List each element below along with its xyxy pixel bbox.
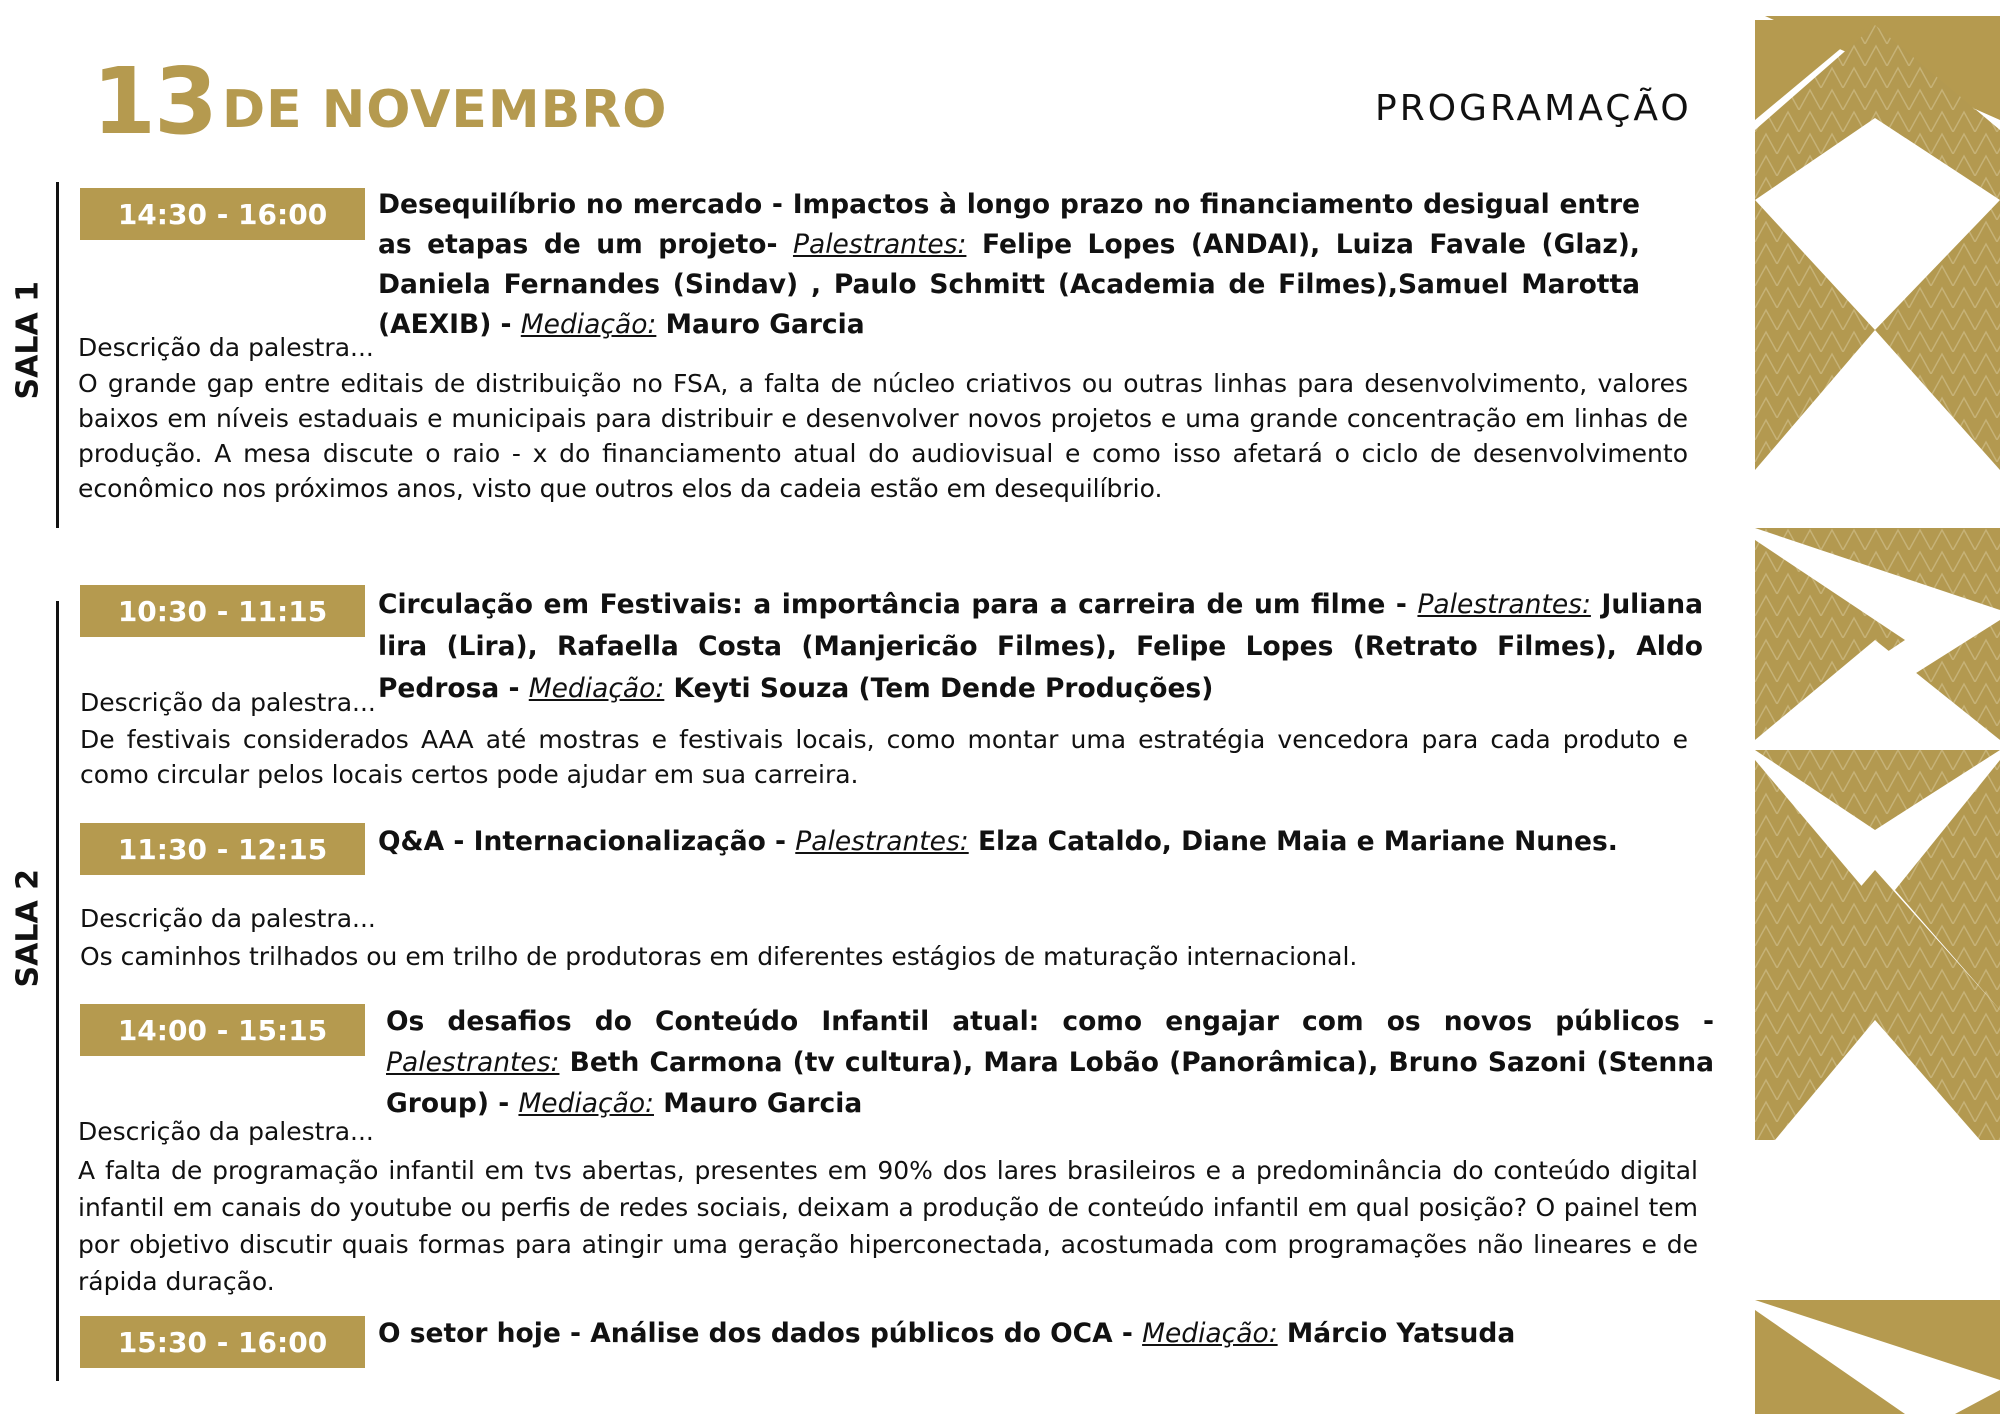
sala1-label: SALA 1: [10, 281, 46, 400]
speakers-text: Beth Carmona (tv cultura), Mara Lobão (Panorâmica), Bruno Sazoni (Stenna Group) -: [386, 1047, 1715, 1119]
sala2-time-badge-3: 14:00 - 15:15: [80, 1004, 365, 1056]
speakers-text: Felipe Lopes (ANDAI), Luiza Favale (Glaz), Daniela Fernandes (Sindav) , Paulo Schmitt (Academia de Filmes),Samuel Marotta (AEXIB) -: [378, 229, 1640, 340]
sala1-desc-label: Descrição da palestra...: [78, 333, 374, 362]
sala1-divider: [56, 182, 59, 528]
sala2-time-badge-2: 11:30 - 12:15: [80, 823, 365, 875]
sala1-session-title: [378, 185, 1640, 345]
sala2-session-title-4: [378, 1314, 1708, 1354]
mediator-text: Keyti Souza (Tem Dende Produções): [673, 673, 1214, 704]
speakers-text: Juliana lira (Lira), Rafaella Costa (Manjericão Filmes), Felipe Lopes (Retrato Filmes), Aldo Pedrosa -: [378, 589, 1703, 704]
date-day: 13: [92, 48, 217, 155]
sala2-desc-label-3: Descrição da palestra...: [78, 1117, 374, 1146]
sala2-desc-label-2: Descrição da palestra...: [80, 904, 376, 933]
speakers-label: Palestrantes:: [792, 229, 967, 260]
speakers-text: Elza Cataldo, Diane Maia e Mariane Nunes.: [977, 826, 1618, 857]
sala1-description: O grande gap entre editais de distribuição no FSA, a falta de núcleo criativos ou outras linhas para desenvolvimento, valores baixos em níveis estaduais e municipais para distribuir e desenvolver novos projetos e uma grande concentração em linhas de produção. A mesa discute o raio - x do financiamento atual do audiovisual e como isso afetará o ciclo de desenvolvimento econômico nos próximos anos, visto que outros elos da cadeia estão em desequilíbrio.: [78, 369, 1688, 503]
speakers-label: Palestrantes:: [386, 1047, 560, 1078]
sala2-label: SALA 2: [10, 869, 46, 988]
sala2-description-1: De festivais considerados AAA até mostras e festivais locais, como montar uma estratégia vencedora para cada produto e como circular pelos locais certos pode ajudar em sua carreira.: [80, 725, 1688, 789]
session-title-text: Os desafios do Conteúdo Infantil atual: como engajar com os novos públicos -: [386, 1006, 1714, 1037]
speakers-label: Palestrantes:: [1417, 589, 1591, 620]
sala2-description-2: Os caminhos trilhados ou em trilho de produtoras em diferentes estágios de maturação internacional.: [80, 942, 1358, 971]
sala2-description-3: A falta de programação infantil em tvs abertas, presentes em 90% dos lares brasileiros e a predominância do conteúdo digital infantil em canais do youtube ou perfis de redes sociais, deixam a produção de conteúdo infantil em qual posição? O painel tem por objetivo discutir quais formas para atingir uma geração hiperconectada, acostumada com programações não lineares e de rápida duração.: [78, 1156, 1698, 1296]
sala2-time-badge-4: 15:30 - 16:00: [80, 1316, 365, 1368]
session-title-text: O setor hoje - Análise dos dados públicos do OCA -: [378, 1318, 1133, 1349]
speakers-label: Palestrantes:: [795, 826, 969, 857]
mediation-label: Mediação:: [518, 1088, 654, 1119]
sala2-session-title-1: [378, 584, 1703, 710]
mediation-label: Mediação:: [528, 673, 665, 704]
mediator-text: Mauro Garcia: [665, 309, 865, 340]
sala2-session-title-2: [378, 822, 1708, 862]
session-title-text: Desequilíbrio no mercado - Impactos à longo prazo no financiamento desigual entre as etapas de um projeto-: [378, 189, 1640, 260]
mediation-label: Mediação:: [520, 309, 657, 340]
section-title: PROGRAMAÇÃO: [1375, 88, 1692, 129]
session-title-text: Circulação em Festivais: a importância para a carreira de um filme -: [378, 589, 1407, 620]
mediator-text: Márcio Yatsuda: [1286, 1318, 1516, 1349]
mediator-text: Mauro Garcia: [663, 1088, 863, 1119]
triangle-pattern-graphic: [1755, 0, 2000, 1414]
mediation-label: Mediação:: [1142, 1318, 1278, 1349]
sala2-time-badge-1: 10:30 - 11:15: [80, 585, 365, 637]
session-title-text: Q&A - Internacionalização -: [378, 826, 787, 857]
sala2-session-title-3: [386, 1001, 1714, 1124]
date-month: DE NOVEMBRO: [222, 80, 668, 140]
sala2-divider: [56, 601, 59, 1381]
sala2-desc-label-1: Descrição da palestra...: [80, 688, 376, 717]
sala1-time-badge: 14:30 - 16:00: [80, 188, 365, 240]
decorative-side-pattern: [1755, 0, 2000, 1414]
